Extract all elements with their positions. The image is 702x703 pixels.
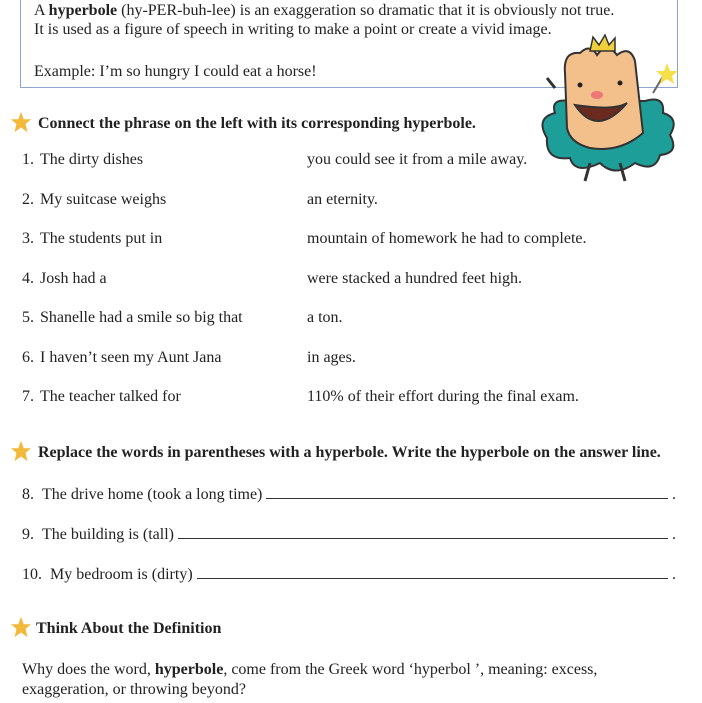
hyperbole-right[interactable]: a ton.: [307, 309, 343, 326]
line-end-period: .: [672, 566, 676, 583]
item-number: 5.: [22, 309, 34, 326]
match-row: [22, 270, 682, 290]
item-number: 4.: [22, 269, 34, 287]
line-end-period: .: [672, 486, 676, 503]
item-number: 9.: [22, 526, 34, 543]
star-icon: [10, 440, 32, 462]
answer-line[interactable]: [178, 524, 668, 539]
section-1-title: Connect the phrase on the left with its corresponding hyperbole.: [38, 115, 476, 132]
item-number: 2.: [22, 190, 34, 208]
definition-line-1: A hyperbole (hy-PER-buh-lee) is an exaggeration so dramatic that it is obviously not true.: [34, 2, 615, 19]
answer-row: [22, 564, 682, 584]
hyperbole-right[interactable]: were stacked a hundred feet high.: [307, 269, 523, 287]
section-3-title: Think About the Definition: [36, 620, 222, 637]
match-row: [22, 349, 682, 369]
match-row: [22, 191, 682, 211]
answer-row: [22, 524, 682, 544]
match-row: [22, 388, 682, 408]
match-row: [22, 151, 682, 171]
match-row: [22, 309, 682, 329]
item-number: 10.: [22, 566, 42, 583]
hyperbole-right[interactable]: in ages.: [307, 348, 356, 366]
hyperbole-right[interactable]: mountain of homework he had to complete.: [307, 230, 587, 247]
star-icon: [10, 111, 32, 133]
item-number: 6.: [22, 348, 34, 366]
hyperbole-right[interactable]: an eternity.: [307, 190, 378, 208]
item-number: 1.: [22, 151, 34, 168]
question-line-2: exaggeration, or throwing beyond?: [22, 681, 246, 698]
prompt-text: The drive home (took a long time): [42, 486, 263, 503]
item-number: 8.: [22, 486, 34, 503]
phrase-left[interactable]: The teacher talked for: [40, 388, 181, 405]
section-2-title: Replace the words in parentheses with a hyperbole. Write the hyperbole on the answer line.: [38, 444, 661, 461]
prompt-text: My bedroom is (dirty): [50, 566, 193, 583]
answer-line[interactable]: [197, 564, 668, 579]
line-end-period: .: [672, 526, 676, 543]
hyperbole-right[interactable]: 110% of their effort during the final exam.: [307, 388, 579, 405]
phrase-left[interactable]: The students put in: [40, 230, 163, 247]
item-number: 3.: [22, 230, 34, 247]
phrase-left[interactable]: I haven’t seen my Aunt Jana: [40, 348, 222, 366]
prompt-text: The building is (tall): [42, 526, 174, 543]
phrase-left[interactable]: Josh had a: [40, 269, 107, 287]
question-line-1: Why does the word, hyperbole, come from the Greek word ‘hyperbol ’, meaning: excess,: [22, 661, 598, 678]
item-number: 7.: [22, 388, 34, 405]
answer-row: [22, 484, 682, 504]
definition-line-2: It is used as a figure of speech in writing to make a point or create a vivid image.: [34, 21, 552, 38]
definition-example: Example: I’m so hungry I could eat a horse!: [34, 63, 317, 80]
match-row: [22, 230, 682, 250]
star-icon: [10, 616, 32, 638]
answer-line[interactable]: [266, 484, 668, 499]
phrase-left[interactable]: My suitcase weighs: [40, 190, 167, 208]
phrase-left[interactable]: The dirty dishes: [40, 151, 144, 168]
hyperbole-right[interactable]: you could see it from a mile away.: [307, 151, 528, 168]
phrase-left[interactable]: Shanelle had a smile so big that: [40, 309, 243, 326]
